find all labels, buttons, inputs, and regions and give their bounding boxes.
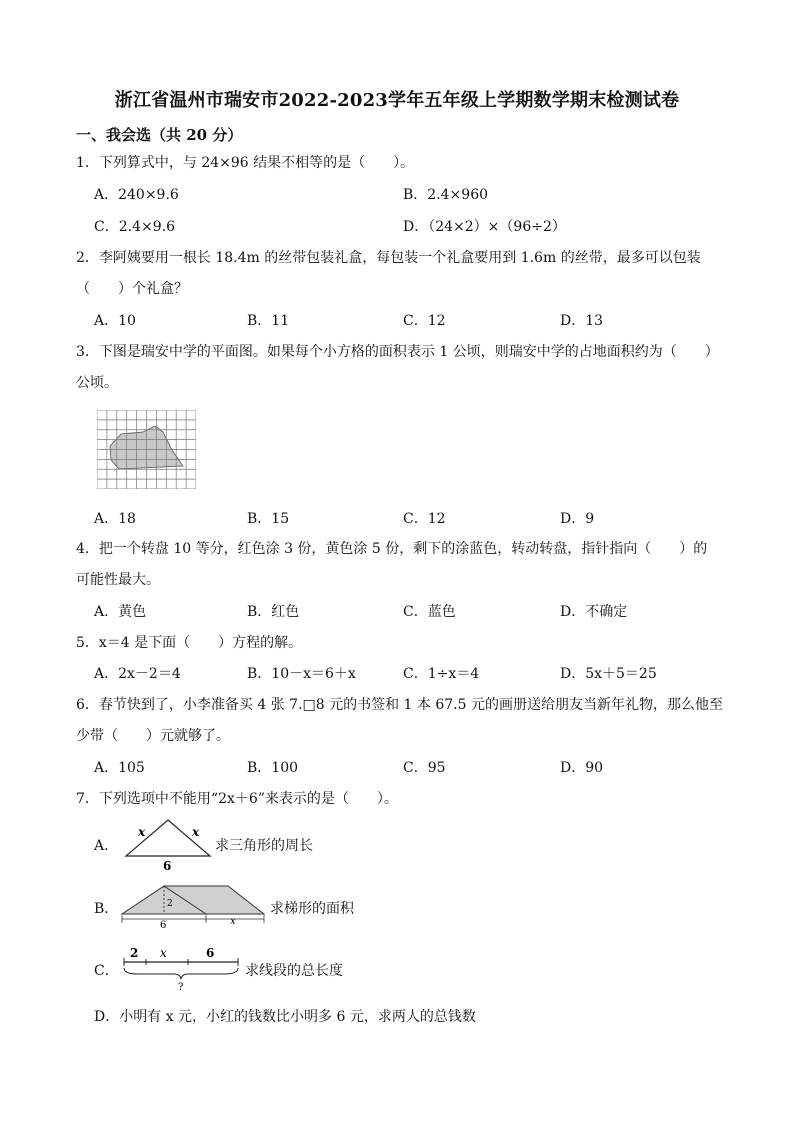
q2-option-a: A．10 xyxy=(94,313,136,329)
triangle-left-label: x xyxy=(138,825,146,839)
q4-option-d: D．不确定 xyxy=(560,604,628,620)
q1-option-d: D．（24×2）×（96÷2） xyxy=(403,219,566,235)
q2-option-b: B．11 xyxy=(247,313,290,329)
trapezoid-figure xyxy=(118,880,268,930)
q4-option-c: C．蓝色 xyxy=(403,604,456,620)
q7-option-c-label: C． xyxy=(94,963,119,979)
q7-option-b-text: 求梯形的面积 xyxy=(270,901,354,917)
question-2-cont: （ ）个礼盒？ xyxy=(76,281,188,297)
trapezoid-base-label: 6 xyxy=(160,920,167,930)
q4-option-a: A．黄色 xyxy=(94,604,147,620)
segment-question-label: ? xyxy=(178,982,184,992)
q7-option-c-text: 求线段的总长度 xyxy=(245,963,343,979)
question-1: 1．下列算式中，与 24×96 结果不相等的是（ ）。 xyxy=(76,155,415,171)
question-2: 2．李阿姨要用一根长 18.4m 的丝带包装礼盒，每包装一个礼盒要用到 1.6m 的丝带，最多可以包装 xyxy=(76,250,701,266)
q7-option-a-text: 求三角形的周长 xyxy=(215,838,313,854)
segment-six-label: 6 xyxy=(206,946,215,960)
q7-option-d: D．小明有 x 元，小红的钱数比小明多 6 元，求两人的总钱数 xyxy=(94,1009,476,1025)
campus-grid-figure xyxy=(97,410,196,489)
q5-option-b: B．10－x＝6＋x xyxy=(247,666,356,682)
question-5: 5．x＝4 是下面（ ）方程的解。 xyxy=(76,635,303,651)
trapezoid-height-label: 2 xyxy=(167,899,173,909)
question-7: 7．下列选项中不能用“2x＋6”来表示的是（ ）。 xyxy=(76,791,398,807)
q2-option-c: C．12 xyxy=(403,313,446,329)
triangle-right-label: x xyxy=(192,825,200,839)
segment-figure xyxy=(118,944,244,992)
page-title: 浙江省温州市瑞安市2022-2023学年五年级上学期数学期末检测试卷 xyxy=(114,90,680,111)
question-6: 6．春节快到了，小李准备买 4 张 7.□8 元的书签和 1 本 67.5 元的画册送给朋友当新年礼物，那么他至 xyxy=(76,697,723,713)
q5-option-d: D．5x＋5＝25 xyxy=(560,666,657,682)
section-heading: 一、我会选（共 20 分） xyxy=(76,126,243,144)
segment-x-label: x xyxy=(160,946,167,960)
question-6-cont: 少带（ ）元就够了。 xyxy=(76,728,230,744)
q4-option-b: B．红色 xyxy=(247,604,300,620)
q6-option-c: C．95 xyxy=(403,760,446,776)
q5-option-a: A．2x－2＝4 xyxy=(94,666,181,682)
q3-option-c: C．12 xyxy=(403,511,446,527)
question-4: 4．把一个转盘 10 等分，红色涂 3 份，黄色涂 5 份，剩下的涂蓝色，转动转盘，指针指向（ ）的 xyxy=(76,541,708,557)
q6-option-b: B．100 xyxy=(247,760,299,776)
q3-option-d: D．9 xyxy=(560,511,595,527)
q6-option-d: D．90 xyxy=(560,760,604,776)
question-4-cont: 可能性最大。 xyxy=(76,572,160,588)
trapezoid-x-label: x xyxy=(230,916,236,927)
triangle-figure xyxy=(122,816,214,872)
q5-option-c: C．1÷x＝4 xyxy=(403,666,480,682)
q1-option-a: A．240×9.6 xyxy=(94,187,179,203)
question-3: 3．下图是瑞安中学的平面图。如果每个小方格的面积表示 1 公顷，则瑞安中学的占地面积约为（ ） xyxy=(76,344,719,360)
segment-two-label: 2 xyxy=(130,946,139,960)
q3-option-b: B．15 xyxy=(247,511,290,527)
q6-option-a: A．105 xyxy=(94,760,145,776)
q7-option-a-label: A． xyxy=(94,838,119,854)
question-3-cont: 公顷。 xyxy=(76,375,118,391)
q2-option-d: D．13 xyxy=(560,313,604,329)
q3-option-a: A．18 xyxy=(94,511,136,527)
q1-option-b: B．2.4×960 xyxy=(403,187,489,203)
q1-option-c: C．2.4×9.6 xyxy=(94,219,175,235)
triangle-base-label: 6 xyxy=(163,859,172,872)
q7-option-b-label: B． xyxy=(94,901,119,917)
